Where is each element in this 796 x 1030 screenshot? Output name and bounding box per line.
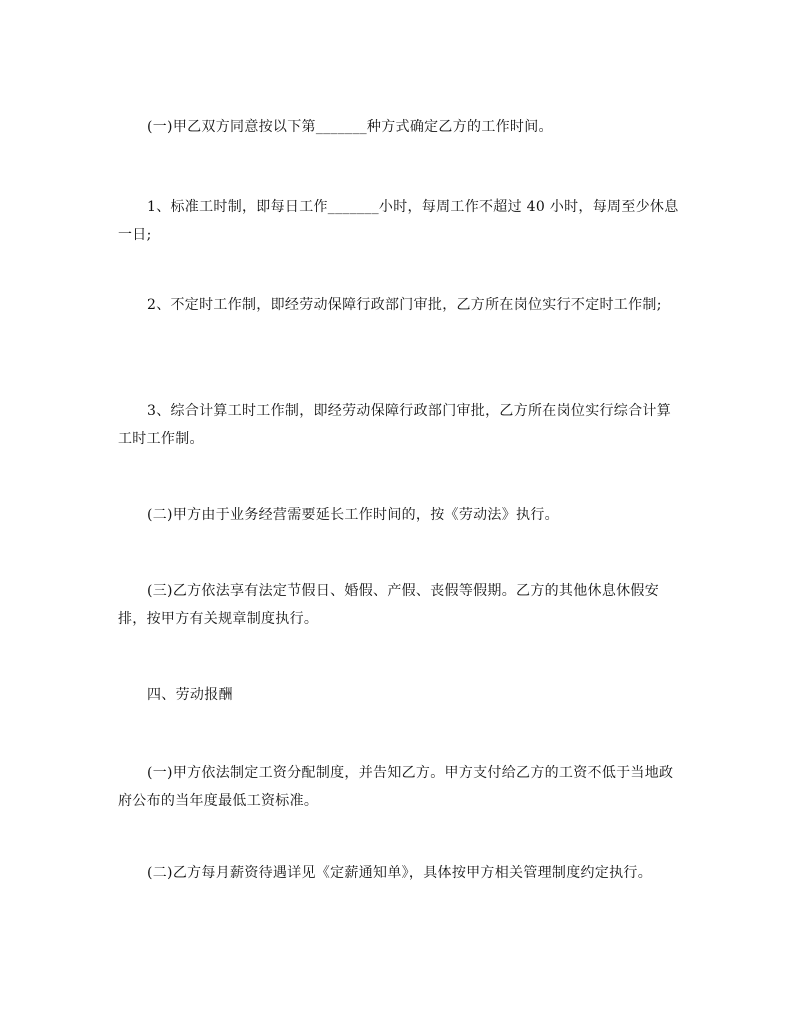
paragraph-holidays: (三)乙方依法享有法定节假日、婚假、产假、丧假等假期。乙方的其他休息休假安排，按甲方有关规章制度执行。 <box>118 583 660 627</box>
paragraph-overtime: (二)甲方由于业务经营需要延长工作时间的，按《劳动法》执行。 <box>147 507 559 523</box>
paragraph-flexible-hours: 2、不定时工作制，即经劳动保障行政部门审批，乙方所在岗位实行不定时工作制; <box>147 297 662 313</box>
section-heading-labor-pay: 四、劳动报酬 <box>147 687 233 703</box>
paragraph-standard-hours: 1、标准工时制，即每日工作_______小时，每周工作不超过 40 小时，每周至少休息一日; <box>118 199 679 243</box>
paragraph-monthly-salary: (二)乙方每月薪资待遇详见《定薪通知单》，具体按甲方相关管理制度约定执行。 <box>147 865 653 881</box>
paragraph-wage-system: (一)甲方依法制定工资分配制度，并告知乙方。甲方支付给乙方的工资不低于当地政府公布的当年度最低工资标准。 <box>118 765 674 809</box>
paragraph-work-time-method: (一)甲乙双方同意按以下第_______种方式确定乙方的工作时间。 <box>147 119 553 135</box>
paragraph-comprehensive-hours: 3、综合计算工时工作制，即经劳动保障行政部门审批，乙方所在岗位实行综合计算工时工作制。 <box>118 403 672 447</box>
